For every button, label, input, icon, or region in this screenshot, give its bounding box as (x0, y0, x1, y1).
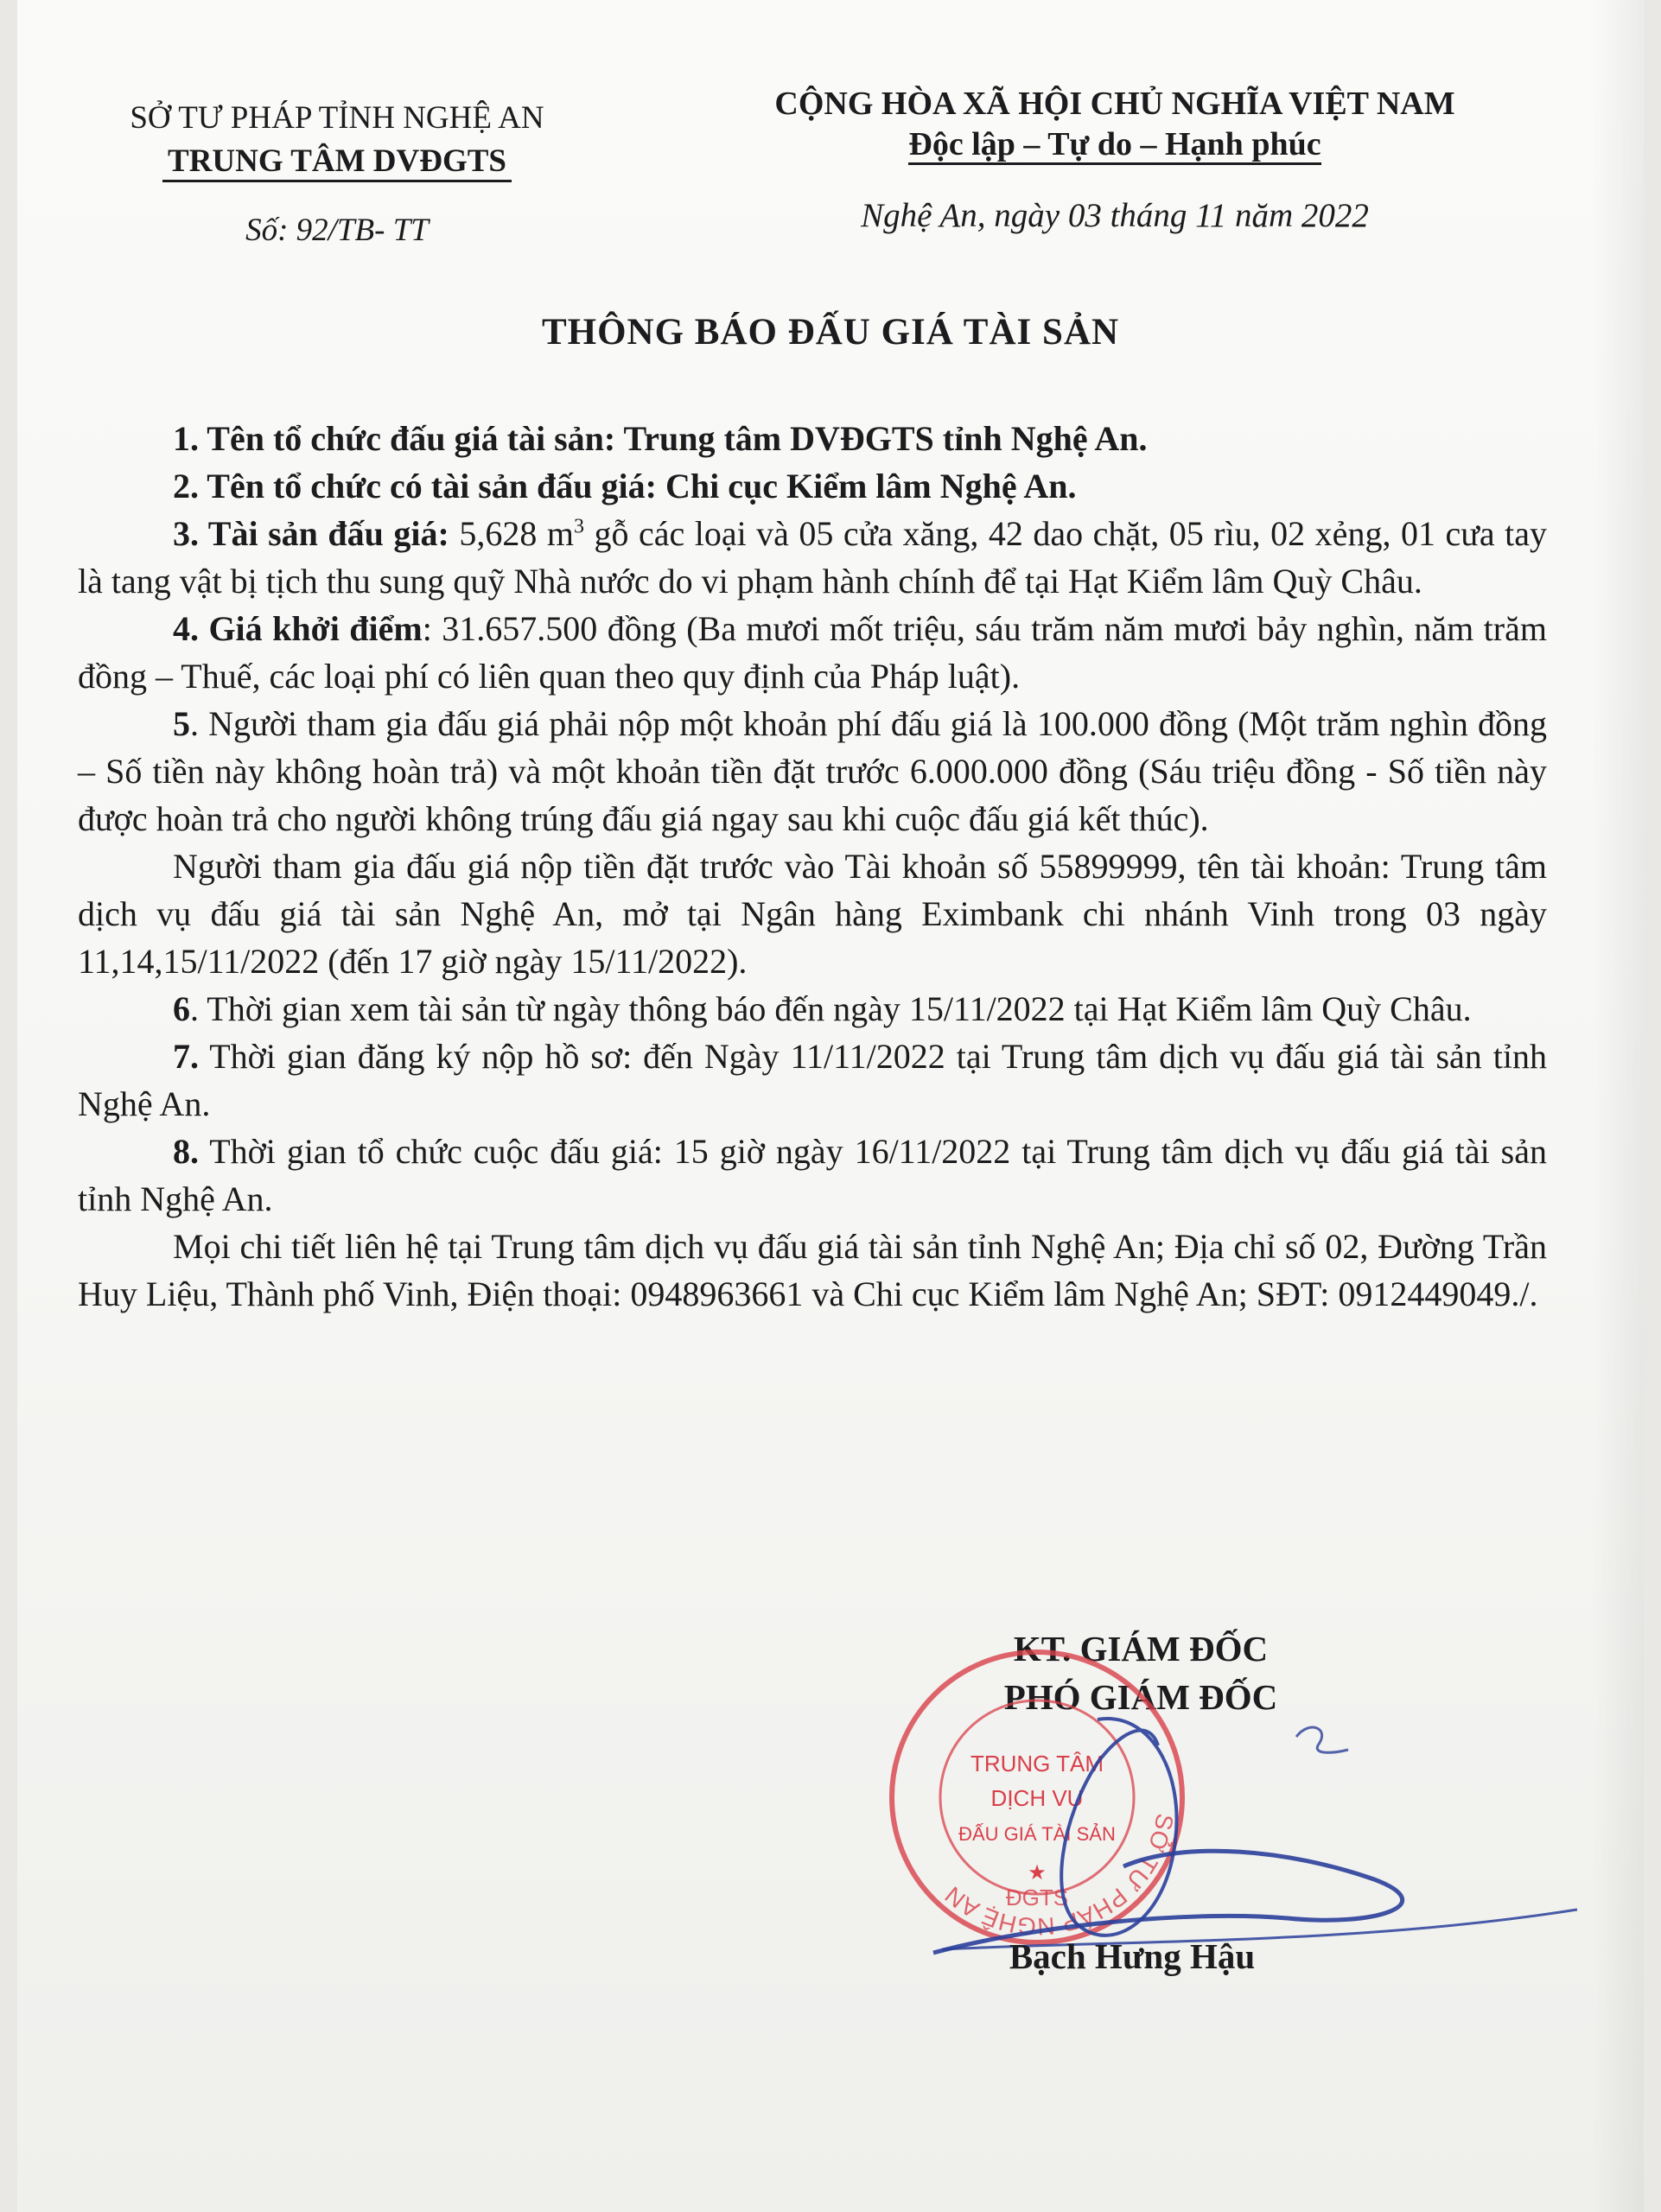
item-6 (78, 985, 1547, 1033)
stamp-center-line-2: DỊCH VỤ (990, 1785, 1084, 1811)
stamp-ring-bottom: ĐGTS (1005, 1885, 1069, 1910)
place-date: Nghệ An, ngày 03 tháng 11 năm 2022 (861, 197, 1369, 234)
item-8-number: 8. (173, 1132, 199, 1171)
item-1-value: Trung tâm DVĐGTS tỉnh Nghệ An. (623, 419, 1148, 458)
stamp-star-icon: ★ (1028, 1860, 1047, 1885)
document-page (17, 0, 1644, 2212)
contact-paragraph: Mọi chi tiết liên hệ tại Trung tâm dịch vụ đấu giá tài sản tỉnh Nghệ An; Địa chỉ số 02, Đường Trần Huy Liệu, Thành phố Vinh, Điện thoại: 0948963661 và Chi cục Kiểm lâm Nghệ An; SĐT: 0912449049./. (78, 1227, 1547, 1313)
signature-line-1: KT. GIÁM ĐỐC (1013, 1629, 1269, 1669)
national-motto: Độc lập – Tự do – Hạnh phúc (908, 126, 1321, 165)
item-8-text: Thời gian tổ chức cuộc đấu giá: 15 giờ ngày 16/11/2022 tại Trung tâm dịch vụ đấu giá tài sản tỉnh Nghệ An. (78, 1132, 1547, 1218)
stamp-center-line-3: ĐẤU GIÁ TÀI SẢN (958, 1823, 1116, 1845)
signature-line-2: PHÓ GIÁM ĐỐC (1003, 1677, 1278, 1717)
document-number: Số: 92/TB- TT (245, 213, 429, 248)
item-3-text: gỗ các loại và 05 cửa xăng, 42 dao chặt, 05 rìu, 02 xẻng, 01 cưa tay là tang vật bị tịch thu sung quỹ Nhà nước do vi phạm hành chính để tại Hạt Kiểm lâm Quỳ Châu. (78, 514, 1547, 601)
item-6-number: 6 (173, 989, 190, 1028)
item-7-text: Thời gian đăng ký nộp hồ sơ: đến Ngày 11/11/2022 tại Trung tâm dịch vụ đấu giá tài sản tỉnh Nghệ An. (78, 1037, 1547, 1123)
nation-name: CỘNG HÒA XÃ HỘI CHỦ NGHĨA VIỆT NAM (774, 86, 1455, 122)
header-right (674, 82, 1556, 238)
item-2-label: 2. Tên tổ chức có tài sản đấu giá: (173, 467, 657, 505)
item-2-value: Chi cục Kiểm lâm Nghệ An. (665, 467, 1077, 505)
handwritten-signature (925, 1668, 1581, 1979)
item-3-quantity: 5,628 m (459, 514, 574, 553)
item-8 (78, 1128, 1547, 1223)
stamp-ring-text: SỞ TƯ PHÁP NGHỆ AN (939, 1811, 1179, 1941)
item-7 (78, 1033, 1547, 1128)
item-5-number: 5 (173, 704, 190, 743)
item-5-text: . Người tham gia đấu giá phải nộp một khoản phí đấu giá là 100.000 đồng (Một trăm nghìn đồng – Số tiền này không hoàn trả) và một khoản tiền đặt trước 6.000.000 đồng (Sáu triệu đồng - Số tiền này được hoàn trả cho người không trúng đấu giá ngay sau khi cuộc đấu giá kết thúc). (78, 704, 1547, 838)
item-2 (78, 462, 1547, 510)
item-6-text: . Thời gian xem tài sản từ ngày thông báo đến ngày 15/11/2022 tại Hạt Kiểm lâm Quỳ Châu. (190, 989, 1472, 1028)
document-title: THÔNG BÁO ĐẤU GIÁ TÀI SẢN (541, 312, 1120, 353)
stamp-center-line-1: TRUNG TÂM (970, 1751, 1104, 1777)
item-1 (78, 415, 1547, 462)
document-body (78, 415, 1547, 1318)
item-7-number: 7. (173, 1037, 199, 1076)
item-1-label: 1. Tên tổ chức đấu giá tài sản: (173, 419, 616, 458)
header-left (95, 97, 579, 252)
item-3 (78, 510, 1547, 605)
signer-name: Bạch Hưng Hậu (1009, 1936, 1256, 1976)
item-4-text: : 31.657.500 đồng (Ba mươi mốt triệu, sáu trăm năm mươi bảy nghìn, năm trăm đồng – Thuế, các loại phí có liên quan theo quy định của Pháp luật). (78, 609, 1547, 696)
deposit-paragraph: Người tham gia đấu giá nộp tiền đặt trước vào Tài khoản số 55899999, tên tài khoản: Trung tâm dịch vụ đấu giá tài sản Nghệ An, mở tại Ngân hàng Eximbank chi nhánh Vinh trong 03 ngày 11,14,15/11/2022 (đến 17 giờ ngày 15/11/2022). (78, 847, 1547, 981)
center-name: TRUNG TÂM DVĐGTS (162, 143, 512, 182)
item-5 (78, 700, 1547, 842)
item-3-superscript: 3 (573, 515, 584, 538)
item-4 (78, 605, 1547, 700)
item-4-label: 4. Giá khởi điểm (173, 609, 423, 648)
item-3-label: 3. Tài sản đấu giá: (173, 514, 449, 553)
ministry-name: SỞ TƯ PHÁP TỈNH NGHỆ AN (130, 100, 544, 136)
